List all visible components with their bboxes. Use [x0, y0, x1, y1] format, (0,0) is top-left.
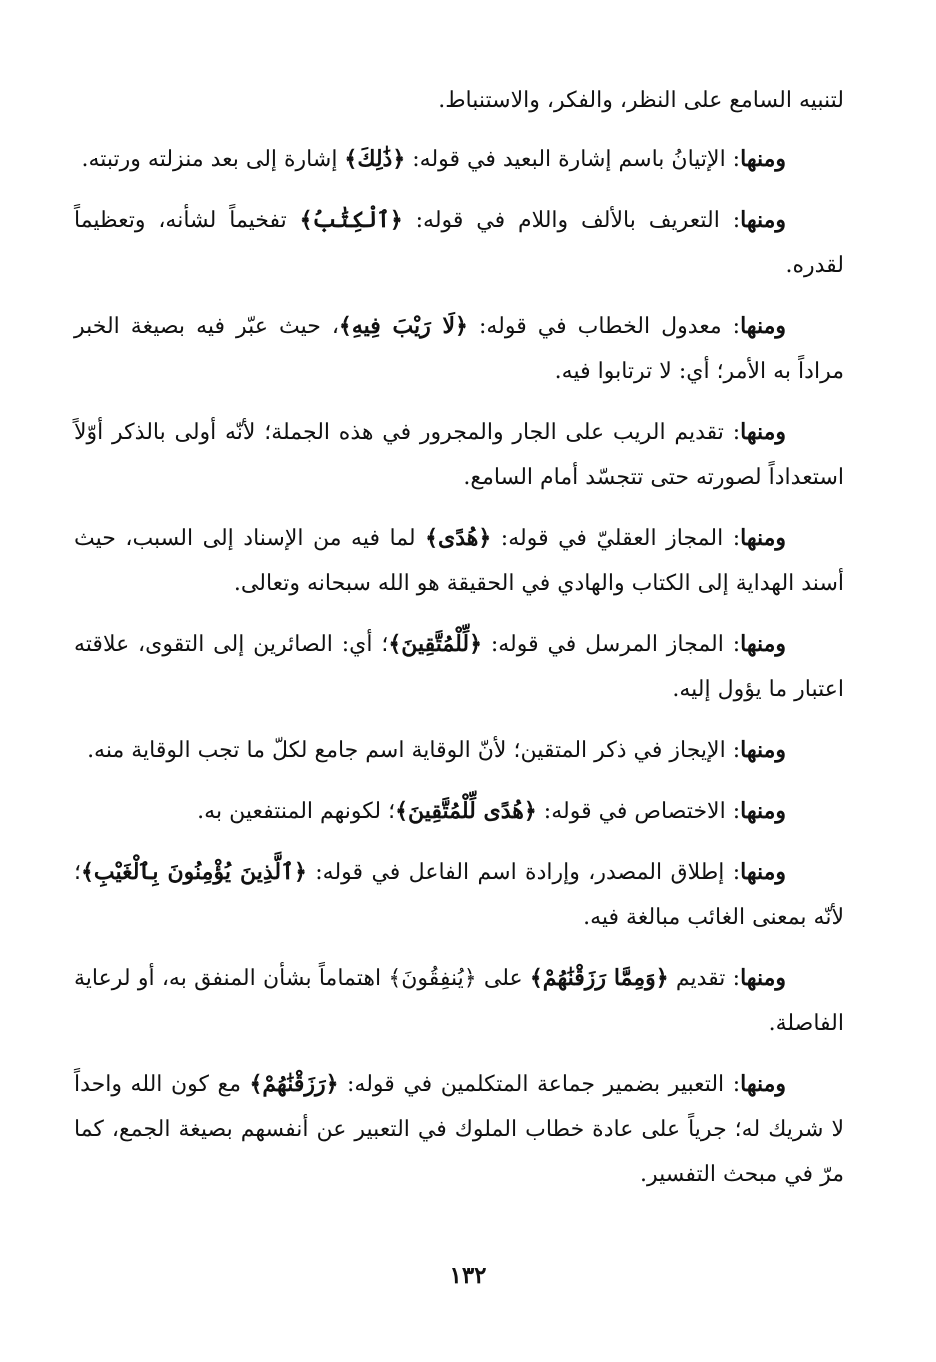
- paragraph-text: : الإتيانُ باسم إشارة البعيد في قوله:: [405, 147, 741, 172]
- paragraph-lead: ومنها: [740, 207, 787, 233]
- quran-quote: ﴿ٱلَّذِينَ يُؤْمِنُونَ بِٱلْغَيْبِ﴾: [81, 859, 307, 885]
- paragraph-text: لما فيه من الإسناد إلى السبب، حيث أسند الهداية إلى الكتاب والهادي في الحقيقة هو الله سبحانه وتعالى.: [74, 526, 844, 596]
- quran-quote: ﴿هُدًى﴾: [425, 525, 492, 551]
- quran-quote: ﴿ذَٰلِكَ﴾: [344, 146, 406, 172]
- paragraph-text: : تقديم الريب على الجار والمجرور في هذه الجملة؛ لأنّه أولى بالذكر أوّلاً استعداداً لصورته حتى تتجسّد أمام السامع.: [74, 420, 844, 490]
- paragraph-text: : التعبير بضمير جماعة المتكلمين في قوله:: [338, 1072, 741, 1097]
- paragraph-text: مع كون الله واحداً لا شريك له؛ جرياً على عادة خطاب الملوك في التعبير عن أنفسهم بصيغة الجمع، كما مرّ في مبحث التفسير.: [74, 1072, 844, 1187]
- paragraph: [74, 956, 844, 1046]
- paragraph-text: : تقديم: [668, 966, 741, 991]
- paragraph: [74, 137, 844, 182]
- paragraph: [74, 789, 844, 834]
- paragraph-text: : الإيجاز في ذكر المتقين؛ لأنّ الوقاية اسم جامع لكلّ ما تجب الوقاية منه.: [87, 738, 741, 763]
- paragraph-text: : إطلاق المصدر، وإرادة اسم الفاعل في قوله:: [306, 860, 741, 885]
- quran-quote: ﴿ٱلْكِتَٰبُ﴾: [299, 207, 403, 233]
- page-number: ١٣٢: [449, 1262, 487, 1289]
- quran-quote: ﴿وَمِمَّا رَزَقْنَٰهُمْ﴾: [529, 965, 669, 991]
- paragraph: [74, 1062, 844, 1197]
- paragraph-text: : معدول الخطاب في قوله:: [467, 314, 741, 339]
- intro-line: لتنبيه السامع على النظر، والفكر، والاستنباط.: [438, 88, 844, 113]
- paragraph-text: ؛ لكونهم المنتفعين به.: [197, 799, 396, 824]
- paragraph: [74, 198, 844, 288]
- paragraph-lead: ومنها: [740, 798, 786, 824]
- paragraph-text: ، حيث عبّر فيه بصيغة الخبر مراداً به الأمر؛ أي: لا ترتابوا فيه.: [74, 314, 844, 384]
- paragraph-text: تفخيماً لشأنه، وتعظيماً لقدره.: [74, 208, 844, 278]
- paragraph: [74, 516, 844, 606]
- paragraph-text: : التعريف بالألف واللام في قوله:: [402, 208, 741, 233]
- paragraph: [74, 728, 844, 773]
- quran-quote: ﴿لِّلْمُتَّقِينَ﴾: [388, 631, 482, 657]
- paragraph-lead: ومنها: [740, 419, 786, 445]
- page-body: [74, 78, 844, 1213]
- paragraph-text: ؛ لأنّه بمعنى الغائب مبالغة فيه.: [74, 860, 844, 930]
- paragraph-text: : الاختصاص في قوله:: [536, 799, 741, 824]
- paragraph-lead: ومنها: [740, 525, 786, 551]
- paragraph-text: : المجاز العقليّ في قوله:: [491, 526, 741, 551]
- paragraph: [74, 622, 844, 712]
- quran-quote: ﴿لَا رَيْبَ فِيهِ﴾: [338, 313, 468, 339]
- quran-quote: ﴿رَزَقْنَٰهُمْ﴾: [249, 1071, 339, 1097]
- paragraph: [74, 850, 844, 940]
- paragraph: [74, 304, 844, 394]
- paragraph-lead: ومنها: [740, 859, 786, 885]
- paragraph-lead: ومنها: [740, 737, 786, 763]
- paragraph-text: على ﴿يُنفِقُونَ﴾ اهتماماً بشأن المنفق به، أو لرعاية الفاصلة.: [74, 966, 844, 1036]
- quran-quote: ﴿هُدًى لِّلْمُتَّقِينَ﴾: [395, 798, 537, 824]
- paragraph: [74, 410, 844, 500]
- paragraph-lead: ومنها: [740, 965, 786, 991]
- paragraph-lead: ومنها: [740, 1071, 786, 1097]
- paragraph-lead: ومنها: [740, 146, 786, 172]
- paragraph-text: : المجاز المرسل في قوله:: [481, 632, 741, 657]
- paragraph-lead: ومنها: [740, 313, 786, 339]
- paragraph-text: إشارة إلى بعد منزلته ورتبته.: [81, 147, 345, 172]
- paragraph-text: ؛ أي: الصائرين إلى التقوى، علاقته اعتبار ما يؤول إليه.: [74, 632, 844, 702]
- paragraph-lead: ومنها: [740, 631, 787, 657]
